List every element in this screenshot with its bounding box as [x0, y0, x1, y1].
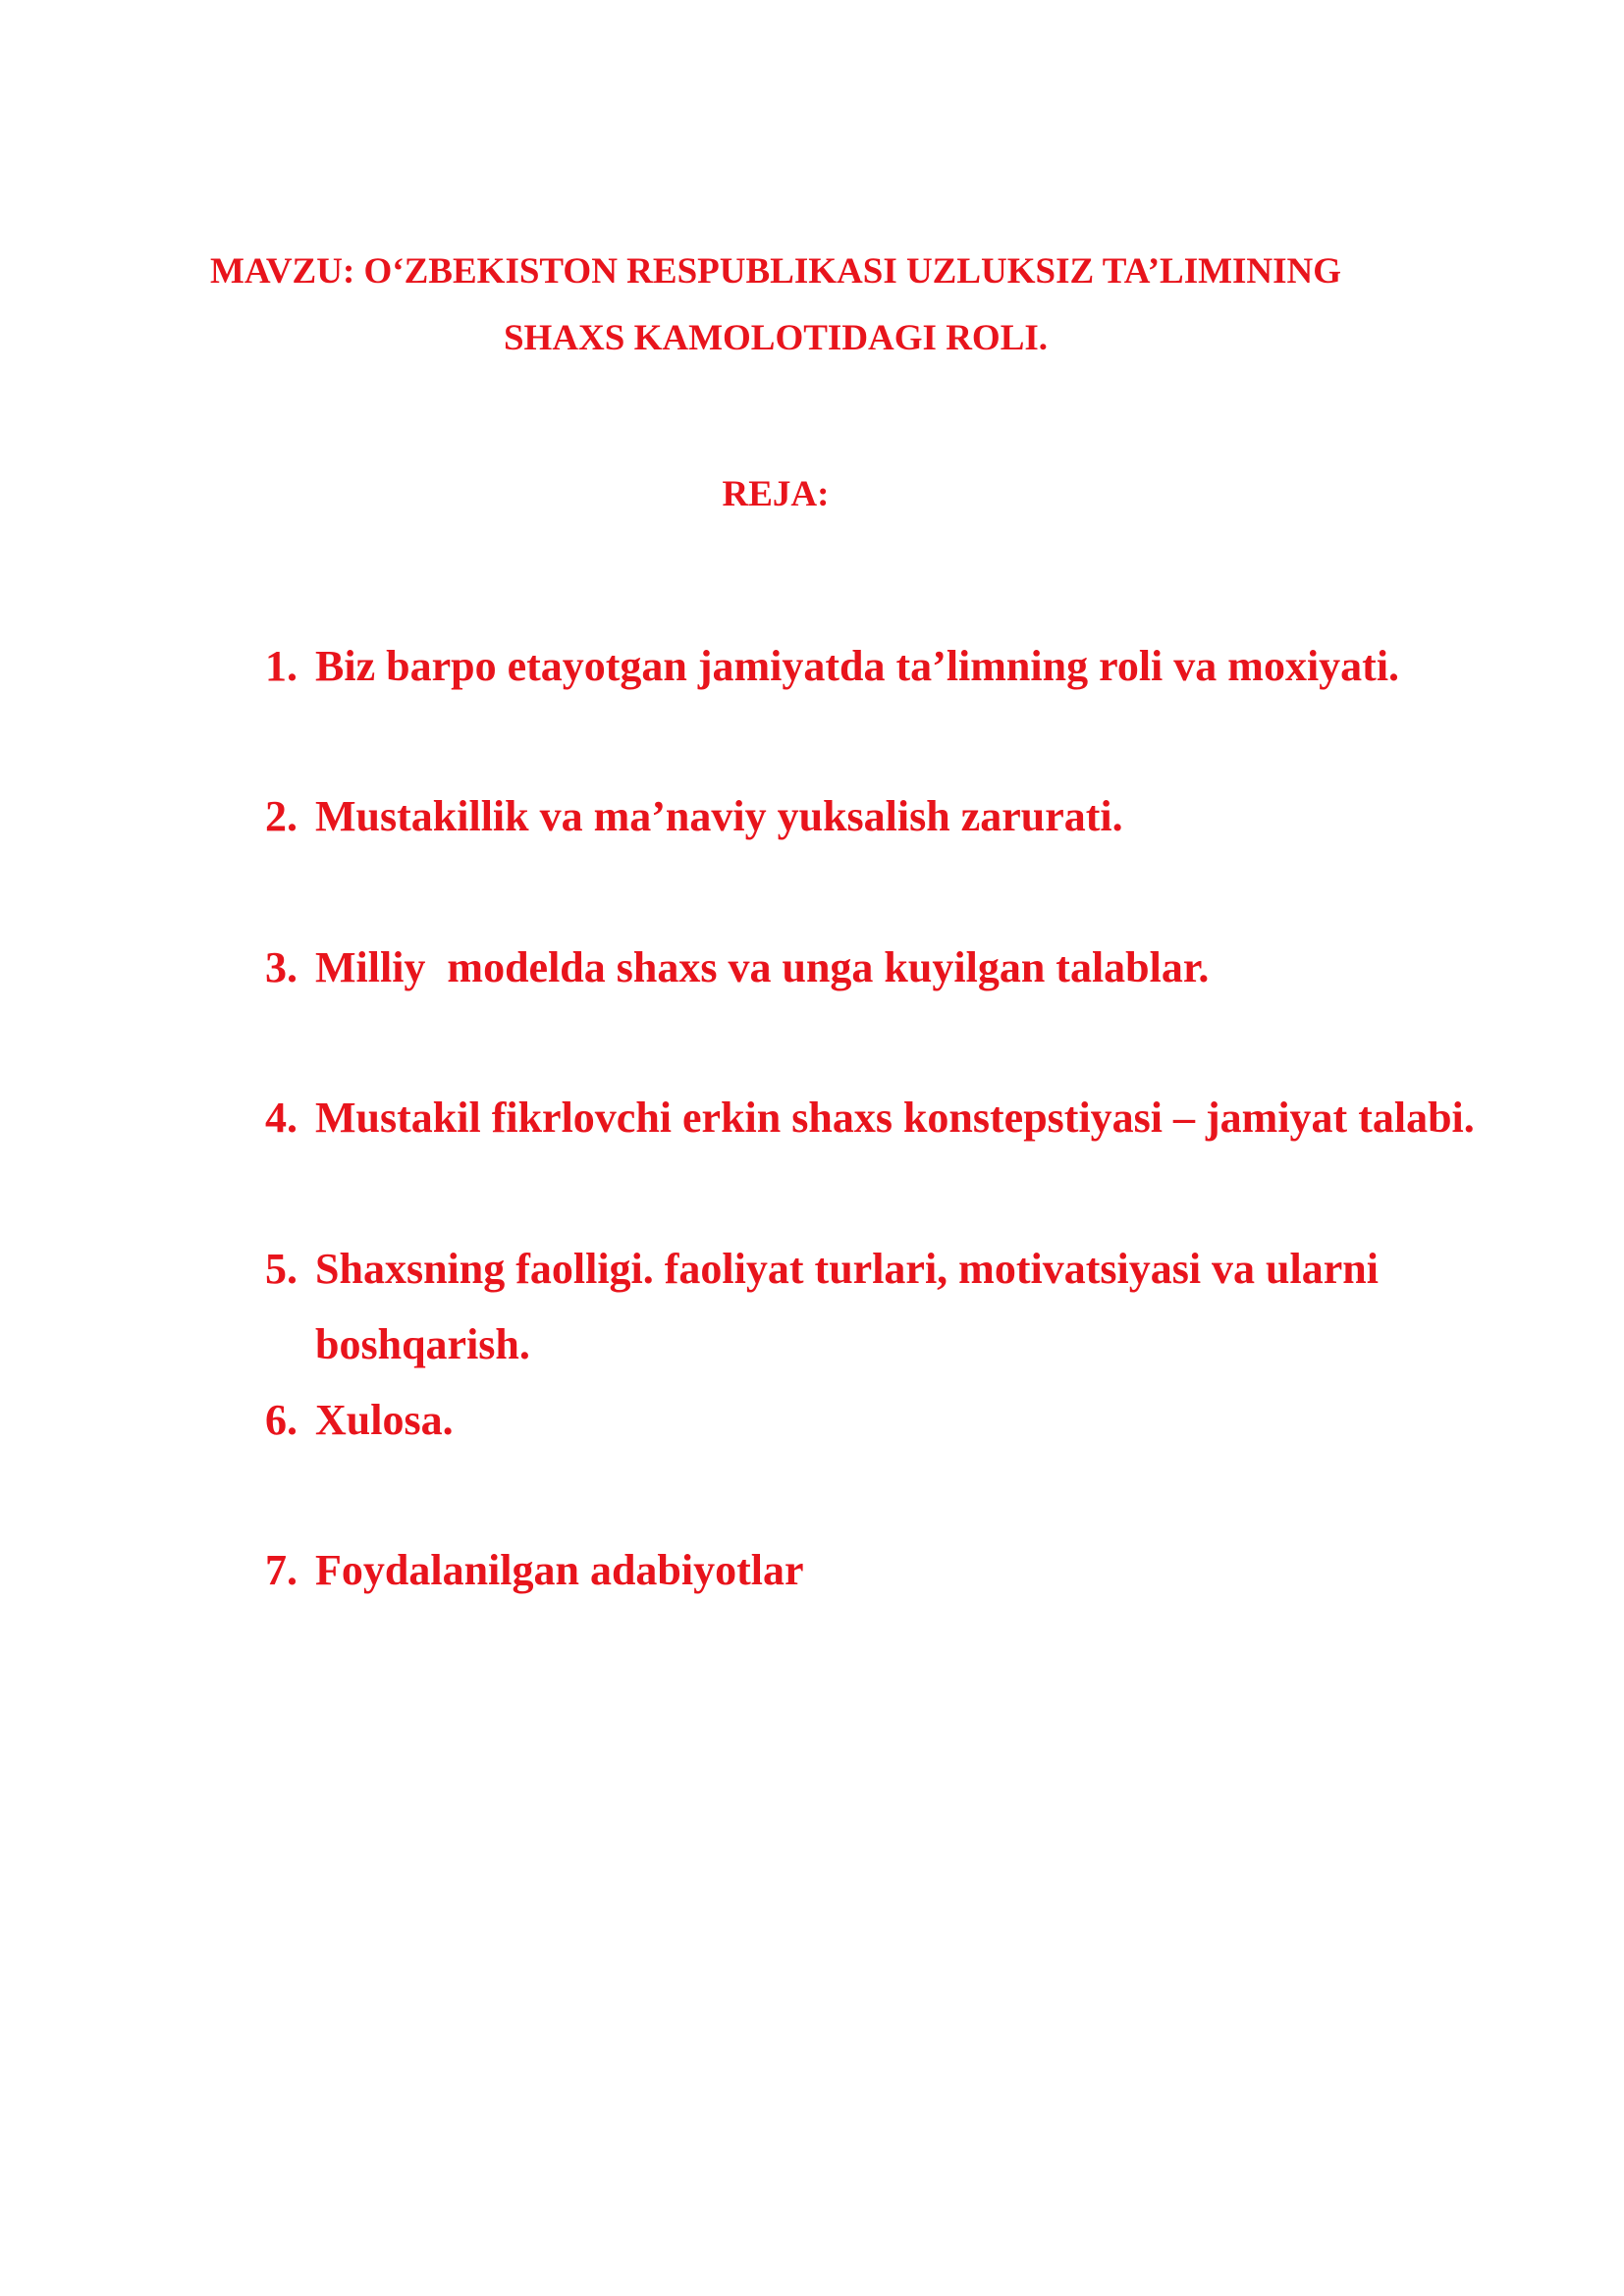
title-line-2: SHAXS KAMOLOTIDAGI ROLI. [503, 318, 1049, 358]
plan-item-number: 5. [265, 1245, 298, 1293]
plan-item-3 [265, 930, 1542, 1005]
plan-item-text: Mustakillik va ma’naviy yuksalish zarurati. [315, 792, 1123, 840]
plan-heading: REJA: [722, 474, 830, 514]
plan-item-2 [265, 778, 1542, 854]
plan-item-7 [265, 1532, 1542, 1608]
plan-item-number: 7. [265, 1546, 298, 1594]
plan-item-5 [265, 1231, 1394, 1382]
plan-item-text: Xulosa. [315, 1396, 454, 1444]
plan-item-text: Biz barpo etayotgan jamiyatda ta’limning roli va moxiyati. [315, 642, 1400, 690]
plan-item-number: 6. [265, 1396, 298, 1444]
plan-item-text: Milliy modelda shaxs va unga kuyilgan talablar. [315, 943, 1210, 991]
plan-item-number: 4. [265, 1094, 298, 1142]
plan-item-number: 1. [265, 642, 298, 690]
plan-item-6 [265, 1382, 1542, 1458]
title-line-1: MAVZU: O‘ZBEKISTON RESPUBLIKASI UZLUKSIZ TA’LIMINING [209, 251, 1342, 292]
document-title [0, 239, 1624, 372]
plan-item-text: Shaxsning faolligi. faoliyat turlari, motivatsiyasi va ularni boshqarish. [315, 1245, 1389, 1368]
plan-item-text: Foydalanilgan adabiyotlar [315, 1546, 804, 1594]
plan-item-4 [265, 1080, 1542, 1155]
plan-item-number: 3. [265, 943, 298, 991]
plan-item-number: 2. [265, 792, 298, 840]
plan-item-text: Mustakil fikrlovchi erkin shaxs konstepstiyasi – jamiyat talabi. [315, 1094, 1475, 1142]
plan-item-1 [265, 628, 1542, 704]
